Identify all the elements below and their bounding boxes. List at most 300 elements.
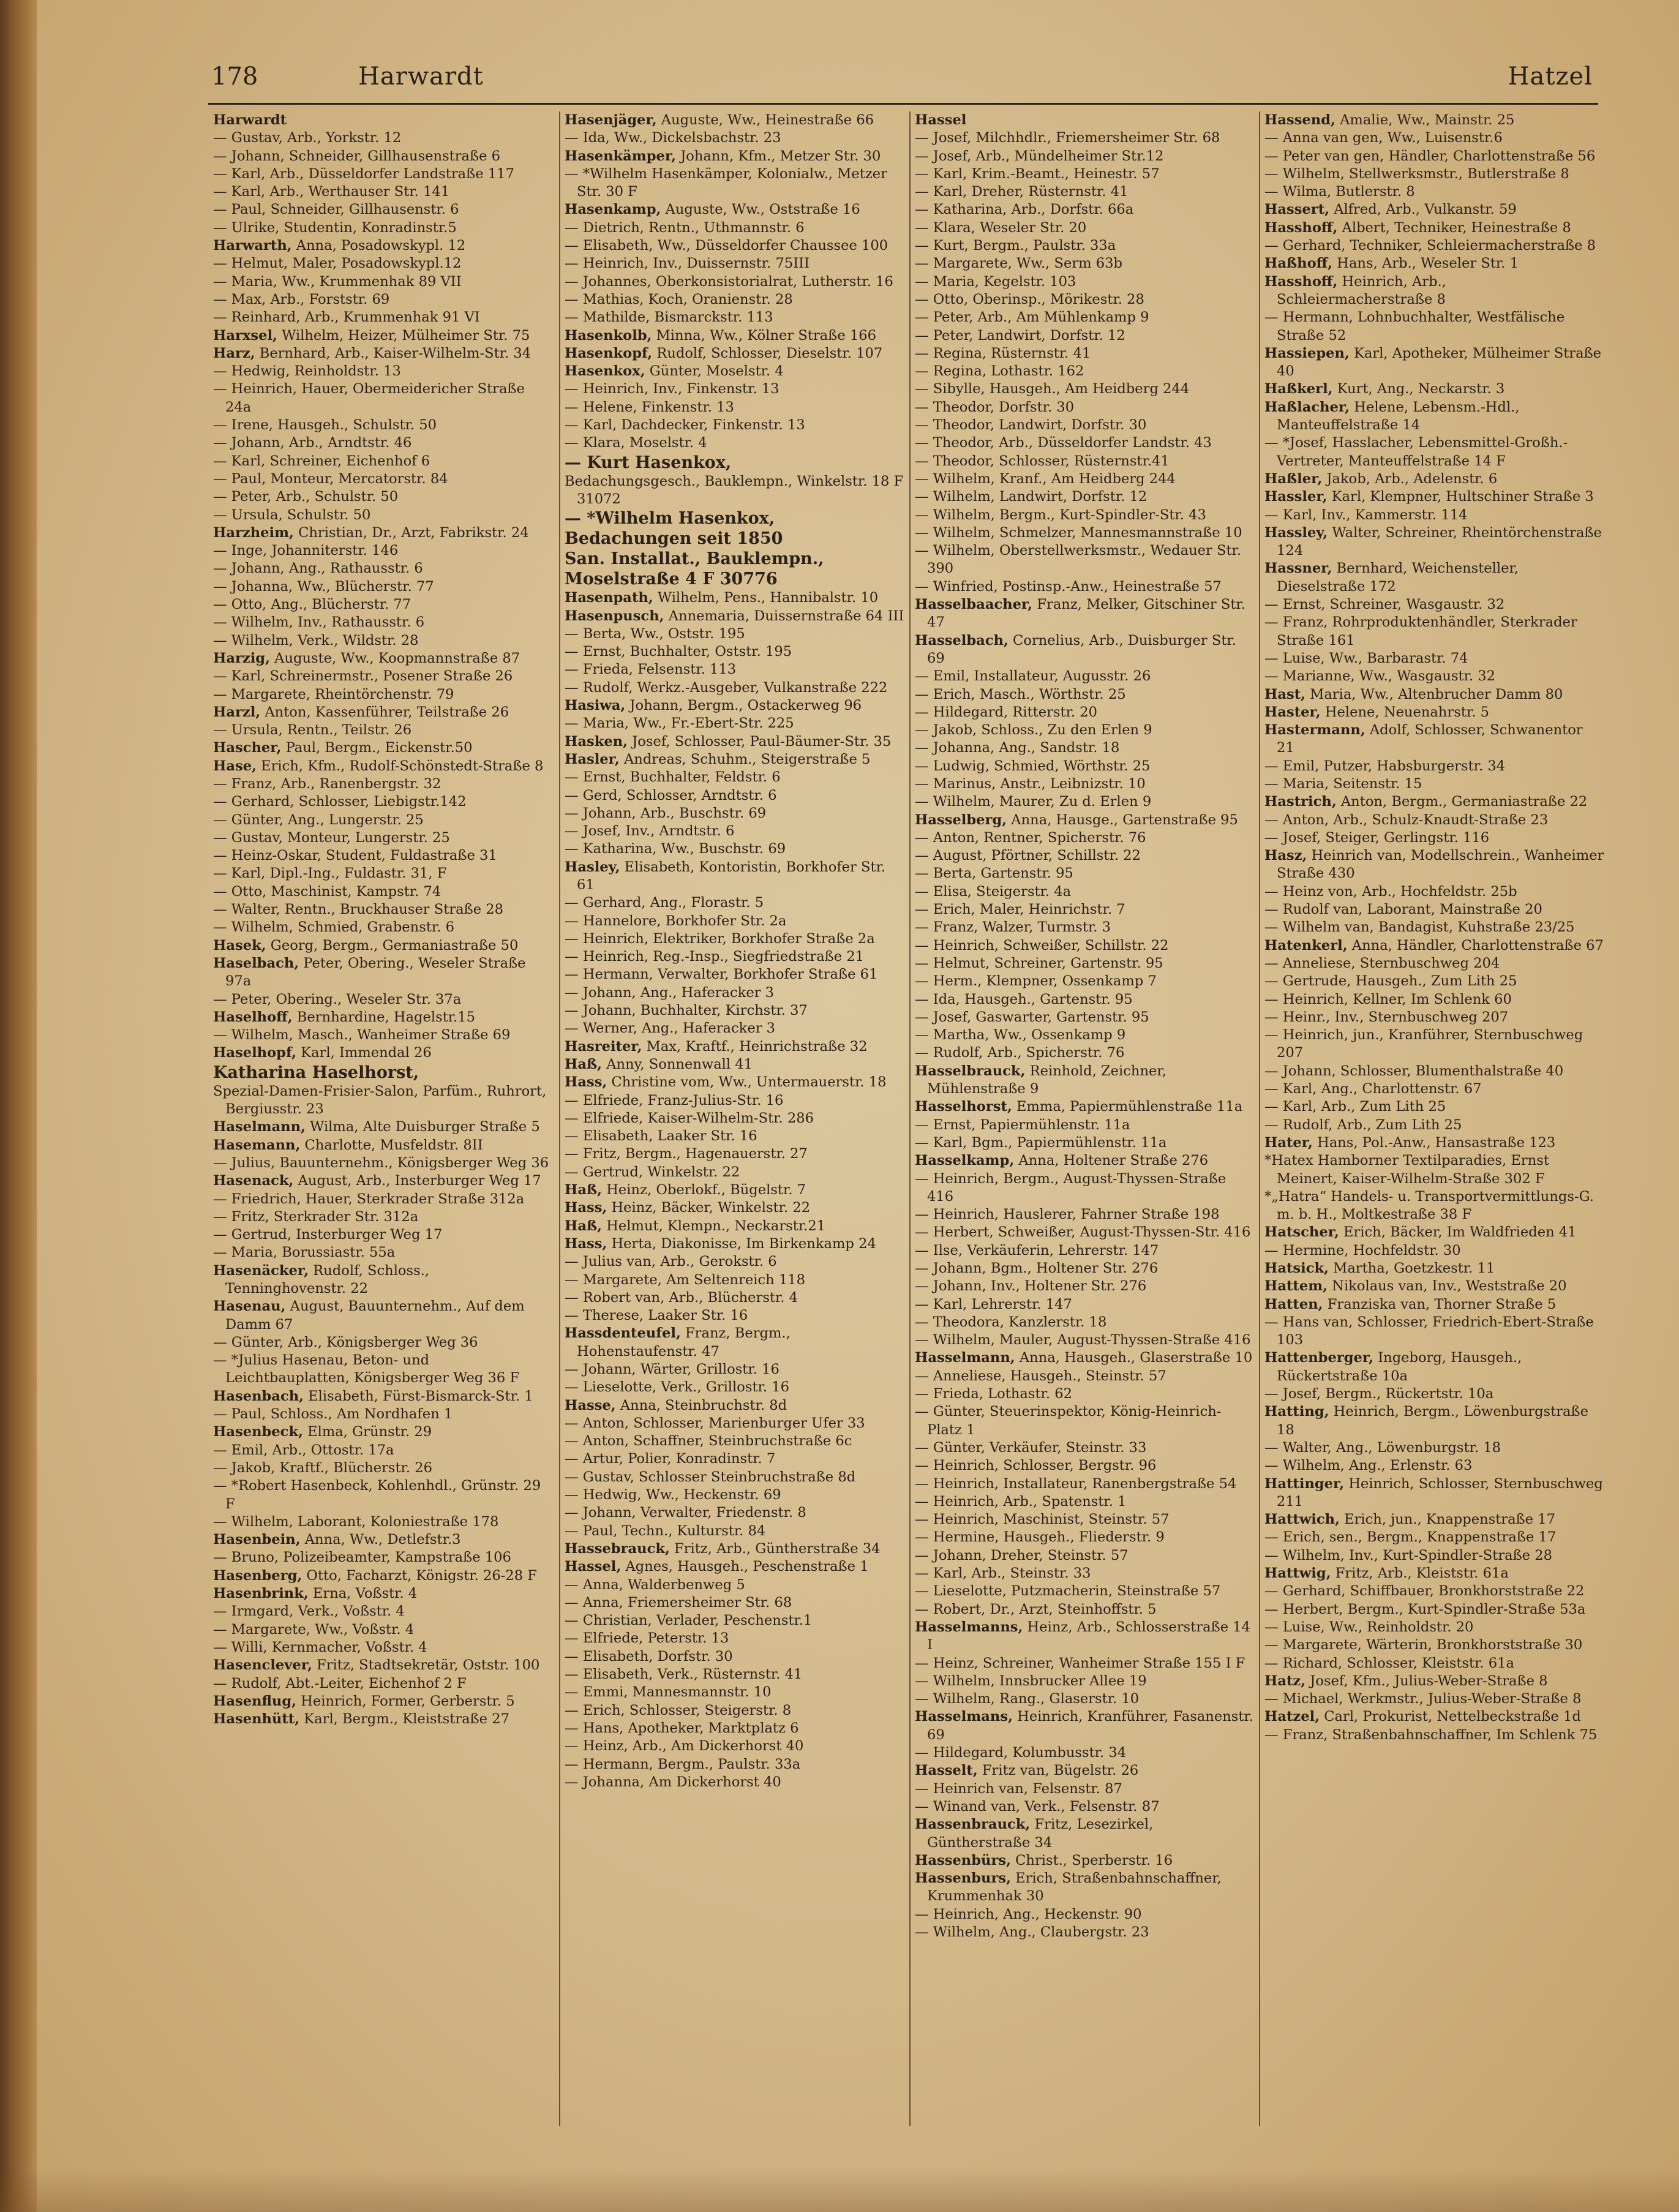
entry-text: — *Julius Hasenau, Beton- und Leichtbauplatten, Königsberger Weg 36 F	[213, 1352, 520, 1386]
entry-text: Elisabeth, Fürst-Bismarck-Str. 1	[304, 1388, 533, 1404]
entry-surname: Haßler,	[1264, 470, 1323, 487]
directory-entry	[565, 1074, 904, 1091]
directory-entry	[213, 129, 553, 147]
entry-text: — Gustav, Monteur, Lungerstr. 25	[213, 829, 450, 846]
entry-text: — Heinrich, Ang., Heckenstr. 90	[915, 1906, 1142, 1922]
entry-text: — Wilhelm, Verk., Wildstr. 28	[213, 632, 419, 649]
column-divider	[1259, 111, 1260, 2126]
entry-text: Heinrich van, Modellschrein., Wanheimer Straße 430	[1277, 848, 1604, 882]
entry-text: — Theodor, Arb., Düsseldorfer Landstr. 43	[915, 435, 1212, 451]
directory-entry	[213, 614, 553, 631]
entry-text: Erich, jun., Knappenstraße 17	[1339, 1511, 1555, 1528]
entry-surname: Hassert,	[1264, 201, 1330, 218]
directory-entry	[915, 1385, 1255, 1403]
entry-text: Peter, Obering., Weseler Straße 97a	[225, 955, 526, 990]
directory-entry	[213, 1477, 553, 1513]
directory-entry	[213, 327, 553, 345]
entry-surname: Haselbach,	[213, 955, 299, 971]
entry-text: — Wilhelm, Schmied, Grabenstr. 6	[213, 919, 454, 936]
directory-entry	[915, 201, 1255, 219]
entry-text: — Erich, Maler, Heinrichstr. 7	[915, 901, 1125, 918]
entry-text: — Anna, Friemersheimer Str. 68	[565, 1594, 792, 1611]
page-bottom-edge	[0, 2169, 1679, 2212]
entry-text: — Heinrich, Kellner, Im Schlenk 60	[1264, 991, 1512, 1007]
directory-entry	[565, 1756, 904, 1774]
entry-text: — Wilhelm, Kranf., Am Heidberg 244	[915, 470, 1176, 487]
entry-text: Helmut, Klempn., Neckarstr.21	[602, 1217, 826, 1234]
directory-entry	[565, 1145, 904, 1163]
directory-entry	[565, 1289, 904, 1307]
entry-text: — Karl, Arb., Werthauser Str. 141	[213, 184, 450, 200]
directory-entry	[565, 661, 904, 679]
entry-text: Karl, Klempner, Hultschiner Straße 3	[1327, 489, 1594, 505]
directory-entry	[915, 955, 1255, 972]
entry-surname: Hatten,	[1264, 1296, 1323, 1312]
directory-entry	[1264, 1080, 1604, 1098]
entry-surname: Hassebrauck,	[565, 1540, 670, 1557]
directory-entry	[213, 1352, 553, 1388]
entry-text: — Rudolf, Arb., Zum Lith 25	[1264, 1116, 1462, 1133]
directory-entry	[213, 1567, 553, 1585]
entry-text: Walter, Schreiner, Rheintörchenstraße 124	[1277, 524, 1602, 559]
entry-text: Max, Kraftf., Heinrichstraße 32	[642, 1038, 868, 1055]
directory-entry	[915, 1475, 1255, 1493]
entry-text: — Theodora, Kanzlerstr. 18	[915, 1314, 1107, 1330]
header-keyword-left: Harwardt	[358, 62, 484, 91]
directory-entry	[565, 327, 904, 345]
entry-text: — Sibylle, Hausgeh., Am Heidberg 244	[915, 381, 1190, 397]
directory-entry	[915, 1780, 1255, 1798]
entry-text: — Elisa, Steigerstr. 4a	[915, 883, 1072, 900]
entry-surname: Hatsick,	[1264, 1260, 1329, 1276]
entry-surname: Hatting,	[1264, 1404, 1329, 1420]
entry-text: Carl, Prokurist, Nettelbeckstraße 1d	[1320, 1709, 1581, 1725]
entry-surname: Hattem,	[1264, 1278, 1328, 1295]
entry-surname: Hass,	[565, 1235, 607, 1252]
entry-text: — Werner, Ang., Haferacker 3	[565, 1020, 776, 1037]
entry-text: — Elfriede, Kaiser-Wilhelm-Str. 286	[565, 1110, 814, 1126]
entry-text: — Josef, Steiger, Gerlingstr. 116	[1264, 829, 1490, 846]
entry-text: — Ernst, Buchhalter, Oststr. 195	[565, 644, 792, 660]
entry-text: Paul, Bergm., Eickenstr.50	[281, 740, 473, 756]
entry-text: — Rudolf, Arb., Spicherstr. 76	[915, 1045, 1125, 1061]
entry-text: — Wilhelm, Schmelzer, Mannesmannstraße 10	[915, 524, 1242, 541]
directory-entry	[565, 1720, 904, 1737]
directory-entry	[565, 1648, 904, 1666]
directory-entry	[1264, 1403, 1604, 1439]
directory-entry	[565, 1164, 904, 1181]
entry-text: — Heinrich, Maschinist, Steinstr. 57	[915, 1511, 1170, 1528]
entry-text: Emma, Papiermühlenstraße 11a	[1012, 1099, 1243, 1115]
entry-text: — Peter, Landwirt, Dorfstr. 12	[915, 327, 1125, 344]
entry-text: — Christian, Verlader, Peschenstr.1	[565, 1612, 813, 1629]
entry-text: — Erich, sen., Bergm., Knappenstraße 17	[1264, 1529, 1557, 1546]
directory-entry	[1264, 309, 1604, 345]
directory-entry	[565, 859, 904, 895]
entry-text: Hans, Arb., Weseler Str. 1	[1332, 255, 1519, 272]
directory-entry	[565, 1307, 904, 1325]
directory-entry	[565, 434, 904, 452]
entry-text: — Karl, Dreher, Rüsternstr. 41	[915, 184, 1129, 200]
directory-entry	[915, 578, 1255, 596]
entry-text: — Anton, Schlosser, Marienburger Ufer 33	[565, 1415, 865, 1431]
directory-entry	[1264, 1439, 1604, 1457]
entry-text: — Bruno, Polizeibeamter, Kampstraße 106	[213, 1549, 511, 1566]
directory-entry	[213, 291, 553, 309]
entry-surname: Hatenkerl,	[1264, 937, 1348, 954]
entry-text: — Wilhelm, Laborant, Koloniestraße 178	[213, 1513, 499, 1530]
directory-entry	[1264, 919, 1604, 936]
entry-text: Anny, Sonnenwall 41	[602, 1056, 753, 1072]
directory-entry	[915, 309, 1255, 326]
directory-entry	[915, 1708, 1255, 1744]
entry-text: — Marinus, Anstr., Leibnizstr. 10	[915, 775, 1146, 792]
entry-text: — Heinrich, Elektriker, Borkhofer Straße 2a	[565, 930, 875, 947]
entry-surname: Hasenbach,	[213, 1388, 304, 1404]
entry-text: — Johann, Arb., Buschstr. 69	[565, 805, 767, 821]
directory-entry	[915, 345, 1255, 363]
entry-surname: Hascher,	[213, 740, 282, 756]
directory-entry	[1264, 506, 1604, 524]
entry-surname: Hastermann,	[1264, 722, 1365, 739]
entry-text: Heinrich, Bergm., Löwenburgstraße 18	[1277, 1404, 1588, 1438]
entry-surname: Hasselt,	[915, 1762, 978, 1779]
entry-text: — Richard, Schlosser, Kleiststr. 61a	[1264, 1655, 1515, 1671]
entry-text: — Wilhelm, Inv., Rathausstr. 6	[213, 614, 425, 631]
entry-text: — Mathilde, Bismarckstr. 113	[565, 309, 773, 326]
entry-text: Reinhold, Zeichner, Mühlenstraße 9	[927, 1063, 1166, 1097]
directory-entry	[213, 1603, 553, 1620]
entry-text: Jakob, Arb., Adelenstr. 6	[1322, 470, 1498, 487]
directory-entry	[565, 1127, 904, 1145]
directory-entry	[1264, 883, 1604, 901]
entry-surname: Hassley,	[1264, 524, 1328, 541]
entry-text: — Jakob, Schloss., Zu den Erlen 9	[915, 722, 1152, 739]
directory-entry	[1264, 148, 1604, 165]
directory-entry	[1264, 721, 1604, 758]
directory-entry	[915, 811, 1255, 829]
directory-entry	[213, 1531, 553, 1549]
entry-text: Anna, Steinbruchstr. 8d	[615, 1397, 787, 1413]
entry-text: — Karl, Dipl.-Ing., Fuldastr. 31, F	[213, 865, 447, 882]
entry-text: Helene, Neuenahrstr. 5	[1320, 704, 1489, 720]
entry-text: — Karl, Bgm., Papiermühlenstr. 11a	[915, 1134, 1167, 1151]
directory-entry	[565, 273, 904, 291]
directory-entry	[565, 129, 904, 147]
directory-entry	[213, 470, 553, 488]
directory-entry	[1264, 219, 1604, 237]
directory-entry	[915, 165, 1255, 183]
entry-text: — Ida, Ww., Dickelsbachstr. 23	[565, 130, 781, 146]
entry-surname: Hass,	[565, 1200, 607, 1216]
display-entry: San. Installat., Bauklempn.,	[565, 549, 824, 569]
directory-entry	[565, 697, 904, 715]
entry-text: — Helmut, Maler, Posadowskypl.12	[213, 255, 462, 272]
directory-entry	[915, 434, 1255, 452]
entry-text: — Josef, Gaswarter, Gartenstr. 95	[915, 1009, 1149, 1025]
entry-text: Karl, Bergm., Kleiststraße 27	[299, 1711, 509, 1728]
entry-text: — Luise, Ww., Barbarastr. 74	[1264, 650, 1468, 666]
directory-entry	[213, 506, 553, 524]
entry-text: — Johann, Wärter, Grillostr. 16	[565, 1361, 779, 1377]
directory-entry	[1264, 937, 1604, 955]
directory-entry	[915, 506, 1255, 524]
directory-entry	[213, 273, 553, 291]
directory-entry	[1264, 560, 1604, 596]
entry-text: — Günter, Arb., Königsberger Weg 36	[213, 1334, 478, 1350]
entry-text: — Josef, Inv., Arndtstr. 6	[565, 823, 735, 840]
entry-text: Kurt, Ang., Neckarstr. 3	[1332, 381, 1505, 397]
entry-text: — Peter, Arb., Schulstr. 50	[213, 489, 399, 505]
entry-text: Josef, Schlosser, Paul-Bäumer-Str. 35	[628, 733, 892, 750]
page-number: 178	[211, 62, 258, 91]
entry-surname: Hattenberger,	[1264, 1350, 1374, 1366]
entry-text: — Hildegard, Ritterstr. 20	[915, 704, 1097, 720]
entry-text: — Johann, Ang., Rathausstr. 6	[213, 560, 423, 577]
entry-text: Agnes, Hausgeh., Peschenstraße 1	[621, 1559, 869, 1575]
directory-entry	[213, 811, 553, 829]
directory-entry	[1264, 1582, 1604, 1600]
entry-text: Erich, Kfm., Rudolf-Schönstedt-Straße 8	[256, 758, 544, 774]
entry-text: — Theodor, Landwirt, Dorfstr. 30	[915, 417, 1147, 434]
header-rule	[208, 103, 1598, 105]
entry-surname: Hassner,	[1264, 560, 1332, 577]
directory-entry	[213, 453, 553, 470]
entry-surname: Hasse,	[565, 1397, 616, 1413]
entry-text: — Hermine, Hochfeldstr. 30	[1264, 1242, 1461, 1258]
directory-entry	[213, 668, 553, 685]
entry-text: — Fritz, Bergm., Hagenauerstr. 27	[565, 1146, 808, 1162]
entry-text: Christine vom, Ww., Untermauerstr. 18	[607, 1074, 887, 1091]
entry-text: Bernhard, Weichensteller, Dieselstraße 172	[1277, 560, 1519, 595]
directory-entry	[565, 345, 904, 363]
entry-text: — Margarete, Rheintörchenstr. 79	[213, 686, 454, 702]
directory-entry	[565, 1702, 904, 1720]
directory-entry	[565, 930, 904, 948]
entry-text: — Erich, Schlosser, Steigerstr. 8	[565, 1702, 792, 1718]
entry-text: — Gerhard, Ang., Florastr. 5	[565, 895, 764, 911]
entry-surname: Haselhoff,	[213, 1009, 293, 1025]
entry-surname: Harwardt	[213, 112, 287, 128]
directory-entry	[915, 1152, 1255, 1170]
directory-entry	[565, 1181, 904, 1199]
directory-entry	[565, 1469, 904, 1486]
directory-entry	[1264, 488, 1604, 506]
entry-text: Rudolf, Schlosser, Dieselstr. 107	[652, 345, 883, 361]
directory-entry	[1264, 399, 1604, 435]
entry-text: *Hatex Hamborner Textilparadies, Ernst Meinert, Kaiser-Wilhelm-Straße 302 F	[1264, 1153, 1549, 1187]
entry-text: — Wilhelm, Mauler, August-Thyssen-Straße 416	[915, 1332, 1251, 1349]
directory-entry	[1264, 1026, 1604, 1063]
directory-entry	[1264, 1672, 1604, 1690]
directory-entry	[915, 416, 1255, 434]
entry-surname: Hattwig,	[1264, 1565, 1331, 1582]
directory-entry	[213, 1405, 553, 1423]
entry-surname: Hassler,	[1264, 489, 1328, 505]
directory-entry	[565, 1325, 904, 1361]
directory-entry	[565, 1432, 904, 1450]
entry-text: — Wilhelm, Rang., Glaserstr. 10	[915, 1691, 1140, 1707]
directory-entry	[213, 650, 553, 668]
directory-entry	[213, 1154, 553, 1172]
entry-text: — Rudolf, Werkz.-Ausgeber, Vulkanstraße 222	[565, 679, 888, 696]
entry-surname: Hasz,	[1264, 848, 1307, 864]
entry-surname: Haselmann,	[213, 1119, 306, 1135]
entry-surname: Hasenpath,	[565, 590, 653, 606]
entry-text: — August, Pförtner, Schillstr. 22	[915, 848, 1141, 864]
entry-text: Heinrich, Kranführer, Fasanenstr. 69	[927, 1709, 1253, 1743]
directory-entry	[915, 1403, 1255, 1439]
entry-text: — Günter, Verkäufer, Steinstr. 33	[915, 1439, 1147, 1456]
entry-text: — *Josef, Hasslacher, Lebensmittel-Großh.-Vertreter, Manteuffelstraße 14 F	[1264, 435, 1568, 469]
entry-text: — Paul, Monteur, Mercatorstr. 84	[213, 470, 448, 487]
directory-entry	[213, 758, 553, 775]
directory-entry	[213, 1675, 553, 1693]
directory-entry	[915, 1224, 1255, 1241]
directory-entry	[213, 1693, 553, 1710]
entry-text: — Franz, Walzer, Turmstr. 3	[915, 919, 1111, 936]
entry-text: Fritz van, Bügelstr. 26	[977, 1762, 1139, 1779]
entry-text: — Otto, Ang., Blücherstr. 77	[213, 596, 411, 613]
directory-entry	[1264, 524, 1604, 560]
entry-text: Heinrich, Former, Gerberstr. 5	[296, 1693, 515, 1709]
entry-surname: Hasek,	[213, 937, 266, 954]
entry-text: — Helmut, Schreiner, Gartenstr. 95	[915, 955, 1163, 971]
header-keyword-right: Hatzel	[1508, 62, 1593, 91]
directory-entry	[213, 721, 553, 739]
entry-text: Annemaria, Duissernstraße 64 III	[664, 608, 904, 624]
entry-surname: Haß,	[565, 1217, 603, 1234]
directory-entry	[213, 1442, 553, 1459]
entry-text: — Karl, Ang., Charlottenstr. 67	[1264, 1081, 1482, 1097]
entry-text: — Margarete, Am Seltenreich 118	[565, 1271, 806, 1288]
directory-entry	[1264, 201, 1604, 219]
directory-entry	[565, 148, 904, 165]
entry-text: — Gertrude, Hausgeh., Zum Lith 25	[1264, 973, 1517, 990]
directory-entry	[565, 111, 904, 129]
entry-text: — Frieda, Lothastr. 62	[915, 1386, 1072, 1402]
directory-entry	[213, 955, 553, 991]
entry-surname: Hasenpusch,	[565, 608, 664, 624]
directory-entry	[565, 966, 904, 984]
entry-surname: Harxsel,	[213, 327, 277, 344]
entry-text: — Karl, Dachdecker, Finkenstr. 13	[565, 417, 805, 434]
entry-text: Franziska van, Thorner Straße 5	[1323, 1296, 1557, 1312]
directory-entry	[1264, 991, 1604, 1009]
directory-entry	[1264, 1601, 1604, 1619]
entry-text: Nikolaus van, Inv., Weststraße 20	[1328, 1278, 1567, 1295]
directory-entry	[1264, 1188, 1604, 1224]
directory-entry	[565, 787, 904, 805]
entry-text: Fritz, Stadtsekretär, Oststr. 100	[312, 1657, 540, 1674]
entry-surname: Hatz,	[1264, 1672, 1306, 1689]
entry-text: — Hermann, Verwalter, Borkhofer Straße 61	[565, 966, 878, 983]
directory-entry	[565, 715, 904, 732]
entry-surname: Hasenhütt,	[213, 1711, 300, 1728]
directory-entry	[915, 668, 1255, 685]
directory-entry	[565, 679, 904, 697]
entry-text: — Gertrud, Winkelstr. 22	[565, 1164, 740, 1180]
directory-entry	[915, 111, 1255, 129]
directory-entry	[213, 1244, 553, 1262]
directory-entry	[565, 1379, 904, 1396]
entry-surname: Harwarth,	[213, 238, 292, 254]
directory-entry	[1264, 470, 1604, 488]
directory-entry	[565, 1450, 904, 1468]
entry-text: — Hedwig, Ww., Heckenstr. 69	[565, 1487, 781, 1503]
directory-entry	[565, 291, 904, 309]
column-divider	[559, 111, 560, 2126]
entry-surname: Hasenkolb,	[565, 327, 652, 344]
entry-text: Bedachungsgesch., Bauklempn., Winkelstr. 18 F 31072	[565, 473, 904, 507]
entry-surname: Haßkerl,	[1264, 381, 1333, 397]
directory-entry	[1264, 1314, 1604, 1350]
entry-text: — Heinrich, jun., Kranführer, Sternbuschweg 207	[1264, 1027, 1583, 1061]
entry-surname: Hasselberg,	[915, 811, 1007, 828]
entry-text: Anna, Posadowskypl. 12	[291, 238, 466, 254]
directory-entry	[1264, 1063, 1604, 1080]
entry-text: Christ., Sperberstr. 16	[1010, 1852, 1173, 1868]
entry-text: — Heinz von, Arb., Hochfeldstr. 25b	[1264, 883, 1517, 900]
entry-text: Heinz, Oberlokf., Bügelstr. 7	[602, 1182, 806, 1198]
entry-text: — Reinhard, Arb., Krummenhak 91 VI	[213, 309, 480, 326]
directory-entry	[915, 1565, 1255, 1582]
directory-entry	[915, 865, 1255, 882]
entry-text: — Johann, Buchhalter, Kirchstr. 37	[565, 1003, 808, 1019]
entry-text: — Robert van, Arb., Blücherstr. 4	[565, 1289, 798, 1306]
directory-entry	[1264, 686, 1604, 704]
directory-entry	[1264, 758, 1604, 775]
entry-surname: Hasenkamp,	[565, 201, 661, 218]
entry-text: — Michael, Werkmstr., Julius-Weber-Straße 8	[1264, 1691, 1582, 1707]
directory-entry	[1264, 614, 1604, 650]
entry-text: — Wilhelm, Landwirt, Dorfstr. 12	[915, 489, 1148, 505]
entry-surname: Harz,	[213, 345, 255, 361]
directory-entry	[915, 1026, 1255, 1044]
directory-entry	[915, 1242, 1255, 1260]
entry-text: — Martha, Ww., Ossenkamp 9	[915, 1027, 1126, 1044]
directory-entry	[1264, 237, 1604, 255]
directory-entry	[1264, 183, 1604, 201]
directory-entry	[565, 948, 904, 966]
entry-text: Amalie, Ww., Mainstr. 25	[1335, 112, 1515, 128]
entry-text: Charlotte, Musfeldstr. 8II	[300, 1137, 483, 1153]
entry-text: — Hedwig, Reinholdstr. 13	[213, 363, 401, 380]
directory-entry	[565, 1217, 904, 1235]
directory-entry	[213, 1172, 553, 1190]
directory-entry	[565, 416, 904, 434]
entry-text: — Wilhelm, Stellwerksmstr., Butlerstraße 8	[1264, 165, 1569, 182]
entry-surname: Hassenburs,	[915, 1870, 1011, 1887]
entry-surname: Hasenau,	[213, 1298, 286, 1315]
entry-text: — Willi, Kernmacher, Voßstr. 4	[213, 1639, 427, 1655]
directory-entry	[1264, 1636, 1604, 1654]
directory-entry	[213, 1298, 553, 1334]
directory-entry	[565, 473, 904, 509]
entry-surname: Hatscher,	[1264, 1224, 1339, 1241]
entry-text: — Karl, Arb., Düsseldorfer Landstraße 117	[213, 165, 514, 182]
entry-text: *„Hatra“ Handels- u. Transportvermittlungs-G. m. b. H., Moltkestraße 38 F	[1264, 1188, 1594, 1223]
directory-entry	[915, 1206, 1255, 1224]
entry-text: Wilhelm, Pens., Hannibalstr. 10	[653, 590, 879, 606]
directory-entry	[915, 721, 1255, 739]
directory-entry	[565, 201, 904, 219]
entry-text: Auguste, Ww., Koopmannstraße 87	[269, 650, 520, 666]
directory-entry	[1264, 255, 1604, 273]
entry-text: — Inge, Johanniterstr. 146	[213, 543, 399, 559]
entry-text: — Artur, Polier, Konradinstr. 7	[565, 1451, 776, 1467]
directory-entry	[213, 1191, 553, 1208]
